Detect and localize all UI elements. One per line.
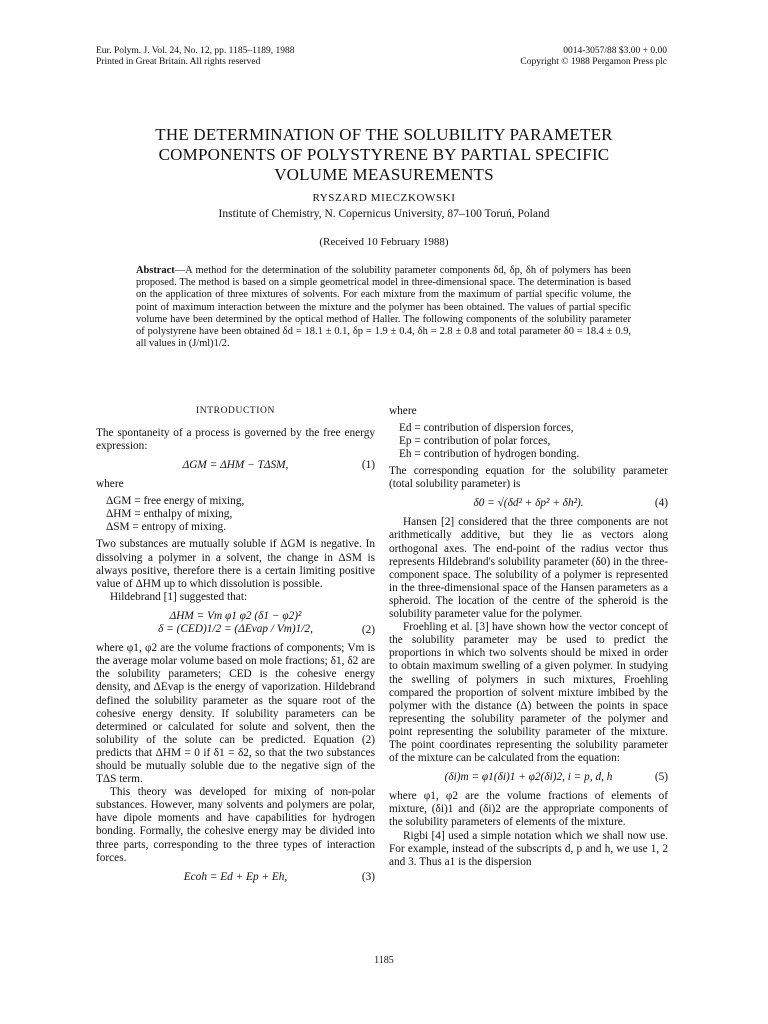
- abstract-text: —A method for the determination of the solubility parameter components δd, δp, δh of polymers has been proposed. The method is based on a simple geometrical model in three-dimensional space. The determination is based on the application of three mixtures of solvents. For each mixture from the maximum of partial specific volume, the point of maximum interaction between the mixture and the polymer has been obtained. The values of partial specific volume have been determined by the optical method of Haller. The following components of the solubility parameter of polystyrene have been obtained δd = 18.1 ± 0.1, δp = 1.9 ± 0.4, δh = 2.8 ± 0.8 and total parameter δ0 = 18.4 ± 0.9, all values in (J/ml)1/2.: [136, 265, 631, 350]
- page-number: 1185: [374, 955, 394, 966]
- paragraph: Rigbi [4] used a simple notation which we shall now use. For example, instead of the subscripts d, p and h, we use 1, 2 and 3. Thus a1 is the dispersion: [389, 829, 668, 868]
- right-column: [389, 405, 668, 869]
- title-line-2: COMPONENTS OF POLYSTYRENE BY PARTIAL SPECIFIC: [158, 145, 610, 164]
- author-name: RYSZARD MIECZKOWSKI: [312, 192, 456, 204]
- equation-number: (2): [361, 623, 375, 636]
- paragraph: Froehling et al. [3] have shown how the vector concept of the solubility parameter may be used to predict the proportions in which two solvents should be mixed in order to obtain maximum swelling of a given polymer. In studying the swelling of polymers in such mixtures, Froehling compared the proportion of solvent mixture imbibed by the polymer with the distance (Δ) between the points in space representing the solubility parameter of the polymer and point representing the solubility parameter of the mixture. The point coordinates representing the solubility parameter of the mixture can be calculated from the equation:: [389, 621, 668, 765]
- definition-item: ΔHM = enthalpy of mixing,: [106, 508, 233, 521]
- definition-list: [399, 422, 668, 461]
- equation-body: δ0 = √(δd² + δp² + δh²).: [473, 497, 584, 510]
- equation-number: (5): [654, 771, 668, 784]
- equation-body: δ = (CED)1/2 = (ΔEvap / Vm)1/2,: [158, 623, 313, 636]
- paragraph: Hansen [2] considered that the three components are not arithmetically additive, but they lie as vectors along orthogonal axes. The end-point of the radius vector thus represents Hildebrand's solubility parameter (δ0) in the three-component space. The solubility of a polymer is represented in the three-dimensional space of the Hansen parameters as a spheroid. The location of the centre of the spheroid is the solubility parameter value for the polymer.: [389, 516, 668, 621]
- title-line-3: VOLUME MEASUREMENTS: [274, 165, 494, 184]
- equation-body: ΔGM = ΔHM − TΔSM,: [182, 459, 289, 472]
- copyright-line: Copyright © 1988 Pergamon Press plc: [520, 57, 667, 67]
- definition-item: Ep = contribution of polar forces,: [399, 435, 551, 448]
- definition-item: ΔGM = free energy of mixing,: [106, 495, 245, 508]
- equation-number: (3): [361, 870, 375, 883]
- paragraph: Two substances are mutually soluble if ΔGM is negative. In dissolving a polymer in a solvent, the change in ΔSM is always positive, therefore there is a certain limiting positive value of ΔHM up to which dissolution is possible.: [96, 538, 375, 590]
- paragraph: The corresponding equation for the solubility parameter (total solubility parameter) is: [389, 465, 668, 491]
- definition-item: ΔSM = entropy of mixing.: [106, 521, 227, 534]
- title-line-1: THE DETERMINATION OF THE SOLUBILITY PARAMETER: [155, 125, 613, 144]
- where-label: where: [389, 405, 417, 417]
- paragraph: This theory was developed for mixing of non-polar substances. However, many solvents and polymers are polar, have dipole moments and have capabilities for hydrogen bonding. Formally, the cohesive energy may be divided into three parts, corresponding to the three types of interaction forces.: [96, 786, 375, 864]
- section-heading-introduction: INTRODUCTION: [196, 406, 275, 416]
- equation-number: (1): [361, 459, 375, 472]
- equation-1: [96, 459, 375, 472]
- abstract: [136, 265, 631, 350]
- paragraph: where φ1, φ2 are the volume fractions of components; Vm is the average molar volume based on mole fractions; δ1, δ2 are the solubility parameters; CED is the cohesive energy density, and ΔEvap is the energy of vaporization. Hildebrand defined the solubility parameter as the square root of the cohesive energy density. If solubility parameters can be determined or calculated for solute and solvent, then the solubility of the solute can be predicted. Equation (2) predicts that ΔHM = 0 if δ1 = δ2, so that the two substances should be mutually soluble due to the negative sign of the TΔS term.: [96, 642, 375, 786]
- equation-5: [389, 771, 668, 784]
- equation-4: [389, 497, 668, 510]
- copyright-block: [520, 46, 667, 68]
- abstract-label: Abstract: [136, 265, 175, 276]
- definition-list: [106, 495, 375, 534]
- journal-citation: [96, 46, 294, 68]
- definition-item: Ed = contribution of dispersion forces,: [399, 422, 574, 435]
- author-affiliation: Institute of Chemistry, N. Copernicus University, 87–100 Toruń, Poland: [218, 208, 550, 220]
- issn-line: 0014-3057/88 $3.00 + 0.00: [563, 46, 667, 56]
- equation-2: [96, 610, 375, 636]
- paper-title: [90, 125, 678, 185]
- equation-body: Ecoh = Ed + Ep + Eh,: [183, 870, 288, 883]
- paragraph: where φ1, φ2 are the volume fractions of elements of mixture, (δi)1 and (δi)2 are the appropriate components of the solubility parameters of elements of the mixture.: [389, 790, 668, 829]
- equation-3: [96, 871, 375, 884]
- left-column: [96, 405, 375, 890]
- paragraph: Hildebrand [1] suggested that:: [110, 590, 248, 603]
- where-label: where: [96, 478, 124, 491]
- received-date: (Received 10 February 1988): [319, 236, 449, 248]
- paragraph: The spontaneity of a process is governed by the free energy expression:: [96, 427, 375, 453]
- equation-number: (4): [654, 497, 668, 510]
- printing-line: Printed in Great Britain. All rights reserved: [96, 57, 261, 67]
- equation-body: ΔHM = Vm φ1 φ2 (δ1 − φ2)²: [169, 609, 302, 622]
- equation-body: (δi)m = φ1(δi)1 + φ2(δi)2, i = p, d, h: [444, 771, 613, 784]
- definition-item: Eh = contribution of hydrogen bonding.: [399, 448, 580, 461]
- citation-line: Eur. Polym. J. Vol. 24, No. 12, pp. 1185–1189, 1988: [96, 46, 295, 56]
